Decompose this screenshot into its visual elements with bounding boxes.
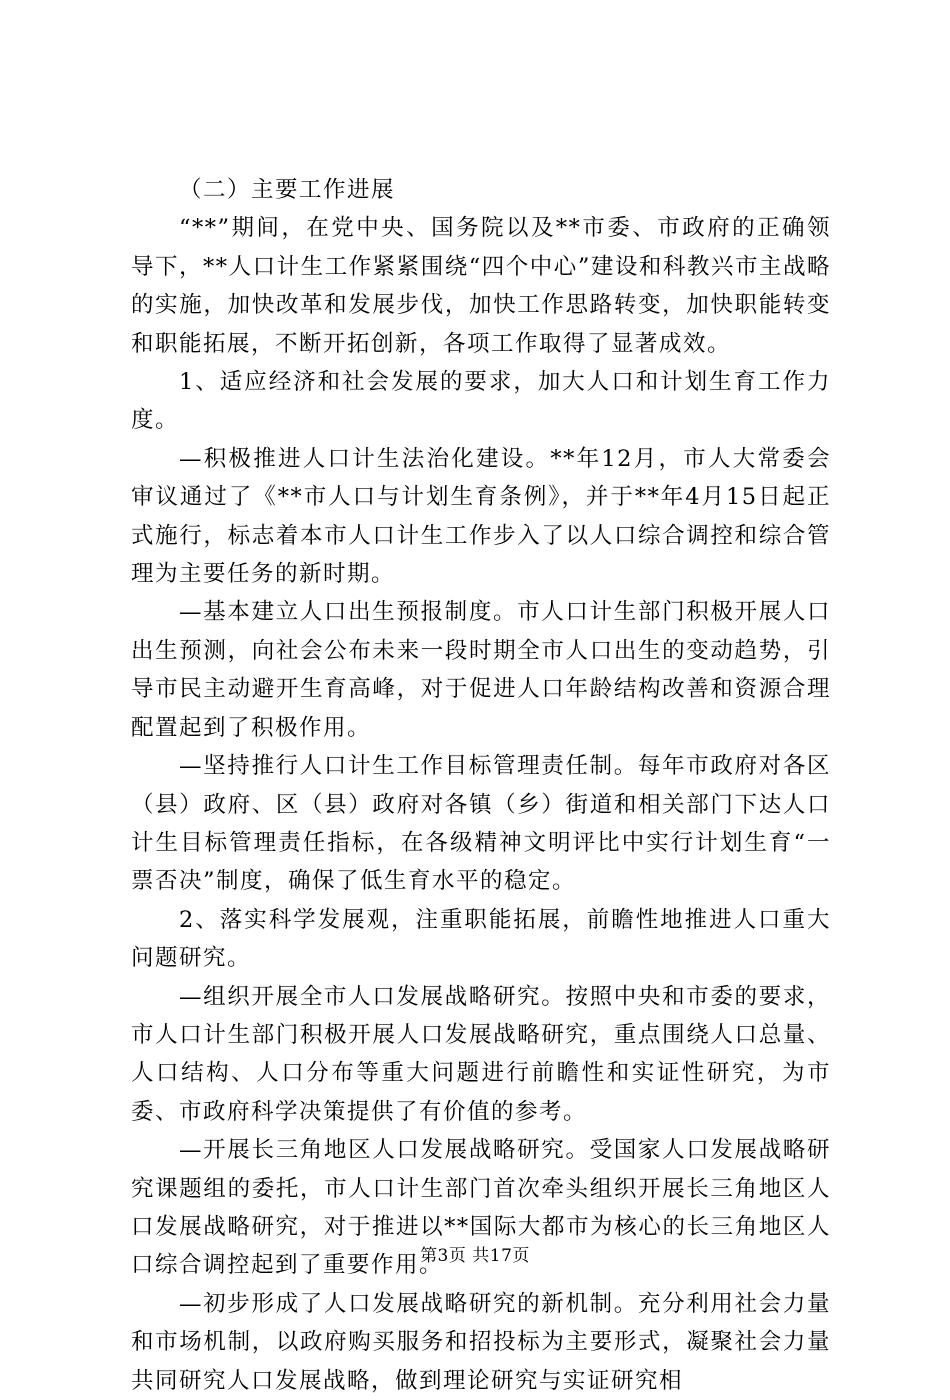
paragraph-legal-construction: —积极推进人口计生法治化建设。**年12月，市人大常委会审议通过了《**市人口与计划生育条例》，并于**年4月15日起正式施行，标志着本市人口计生工作步入了以人口综合调控和综合管理为主要任务的新时期。 — [131, 445, 831, 588]
paragraph-strategy-research: —组织开展全市人口发展战略研究。按照中央和市委的要求，市人口计生部门积极开展人口发展战略研究，重点围绕人口总量、人口结构、人口分布等重大问题进行前瞻性和实证性研究，为市委、市政府科学决策提供了有价值的参考。 — [131, 983, 831, 1125]
paragraph-item-1: 1、适应经济和社会发展的要求，加大人口和计划生育工作力度。 — [131, 369, 831, 434]
section-heading: （二）主要工作进展 — [179, 177, 396, 203]
paragraph-item-2: 2、落实科学发展观，注重职能拓展，前瞻性地推进人口重大问题研究。 — [131, 906, 831, 972]
paragraph-yangtze-delta-research: —开展长三角地区人口发展战略研究。受国家人口发展战略研究课题组的委托，市人口计生部门首次牵头组织开展长三角地区人口发展战略研究，对于推进以**国际大都市为核心的长三角地区人口综合调控起到了重要作用。 — [131, 1137, 831, 1279]
paragraph-responsibility-system: —坚持推行人口计生工作目标管理责任制。每年市政府对各区（县）政府、区（县）政府对各镇（乡）街道和相关部门下达人口计生目标管理责任指标，在各级精神文明评比中实行计划生育“一票否决”制度，确保了低生育水平的稳定。 — [131, 753, 831, 895]
paragraph-intro: “**”期间，在党中央、国务院以及**市委、市政府的正确领导下，**人口计生工作紧紧围绕“四个中心”建设和科教兴市主战略的实施，加快改革和发展步伐，加快工作思路转变，加快职能转变和职能拓展，不断开拓创新，各项工作取得了显著成效。 — [131, 215, 831, 357]
document-body — [131, 171, 831, 1400]
paragraph-birth-forecast: —基本建立人口出生预报制度。市人口计生部门积极开展人口出生预测，向社会公布未来一段时期全市人口出生的变动趋势，引导市民主动避开生育高峰，对于促进人口年龄结构改善和资源合理配置起到了积极作用。 — [131, 599, 831, 741]
page-footer: 第3页 共17页 — [420, 1246, 530, 1266]
paragraph-new-mechanism: —初步形成了人口发展战略研究的新机制。充分利用社会力量和市场机制，以政府购买服务和招投标为主要形式，凝聚社会力量共同研究人口发展战略，做到理论研究与实证研究相 — [131, 1290, 831, 1394]
